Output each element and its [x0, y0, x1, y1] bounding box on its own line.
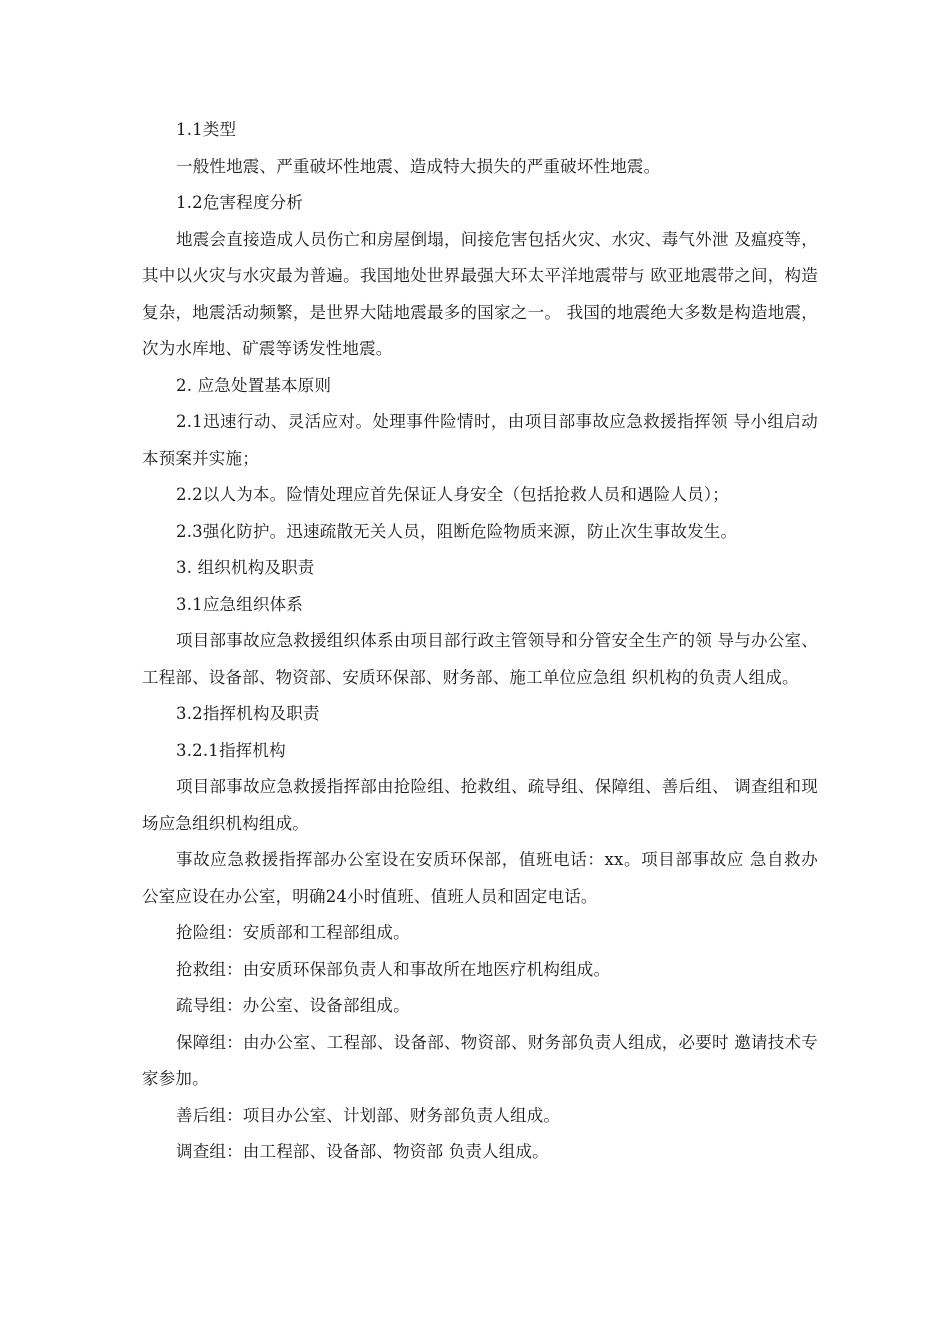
paragraph-earthquake-types: 一般性地震、严重破坏性地震、造成特大损失的严重破坏性地震。: [176, 156, 661, 176]
paragraph-aftermath-team: 善后组：项目办公室、计划部、财务部负责人组成。: [176, 1105, 561, 1125]
heading-1-2-hazard-analysis: 1.2危害程度分析: [176, 193, 304, 212]
document-page: [142, 112, 818, 1171]
paragraph-support-team: 保障组：由办公室、工程部、设备部、物资部、财务部负责人组成，必要时 邀请技术专家参加。: [142, 1032, 818, 1088]
paragraph-medical-team: 抢救组：由安质环保部负责人和事故所在地医疗机构组成。: [176, 959, 611, 979]
heading-3-organization: 3. 组织机构及职责: [176, 558, 315, 577]
paragraph-command-groups: 项目部事故应急救援指挥部由抢险组、抢救组、疏导组、保障组、善后组、 调查组和现场应急组织机构组成。: [142, 777, 818, 833]
paragraph-hazard-description: 地震会直接造成人员伤亡和房屋倒塌，间接危害包括火灾、水灾、毒气外泄 及瘟疫等，其中以火灾与水灾最为普遍。我国地处世界最强大环太平洋地震带与 欧亚地震带之间，构造复杂，地震活动频繁，是世界大陆地震最多的国家之一。 我国的地震绝大多数是构造地震，次为水库地、矿震等诱发性地震。: [142, 229, 818, 358]
paragraph-investigation-team: 调查组：由工程部、设备部、物资部 负责人组成。: [176, 1142, 549, 1161]
paragraph-rescue-team: 抢险组：安质部和工程部组成。: [176, 923, 410, 942]
heading-1-1-type: 1.1类型: [176, 120, 237, 139]
heading-2-principles: 2. 应急处置基本原则: [176, 375, 332, 395]
paragraph-command-office: 事故应急救援指挥部办公室设在安质环保部，值班电话：xx。项目部事故应 急自救办公室应设在办公室，明确24小时值班、值班人员和固定电话。: [142, 850, 818, 906]
heading-3-1-emergency-system: 3.1应急组织体系: [176, 594, 304, 614]
paragraph-evacuation-team: 疏导组：办公室、设备部组成。: [176, 996, 410, 1015]
paragraph-principle-2-2: 2.2以人为本。险情处理应首先保证人身安全（包括抢救人员和遇险人员）；: [176, 485, 729, 504]
paragraph-principle-2-3: 2.3强化防护。迅速疏散无关人员，阻断危险物质来源，防止次生事故发生。: [176, 521, 738, 541]
paragraph-principle-2-1: 2.1迅速行动、灵活应对。处理事件险情时，由项目部事故应急救援指挥领 导小组启动本预案并实施；: [142, 412, 818, 468]
heading-3-2-command-structure: 3.2指挥机构及职责: [176, 704, 320, 723]
heading-3-2-1-command-body: 3.2.1指挥机构: [176, 740, 286, 760]
paragraph-emergency-system: 项目部事故应急救援组织体系由项目部行政主管领导和分管安全生产的领 导与办公室、工程部、设备部、物资部、安质环保部、财务部、施工单位应急组 织机构的负责人组成。: [142, 631, 818, 687]
